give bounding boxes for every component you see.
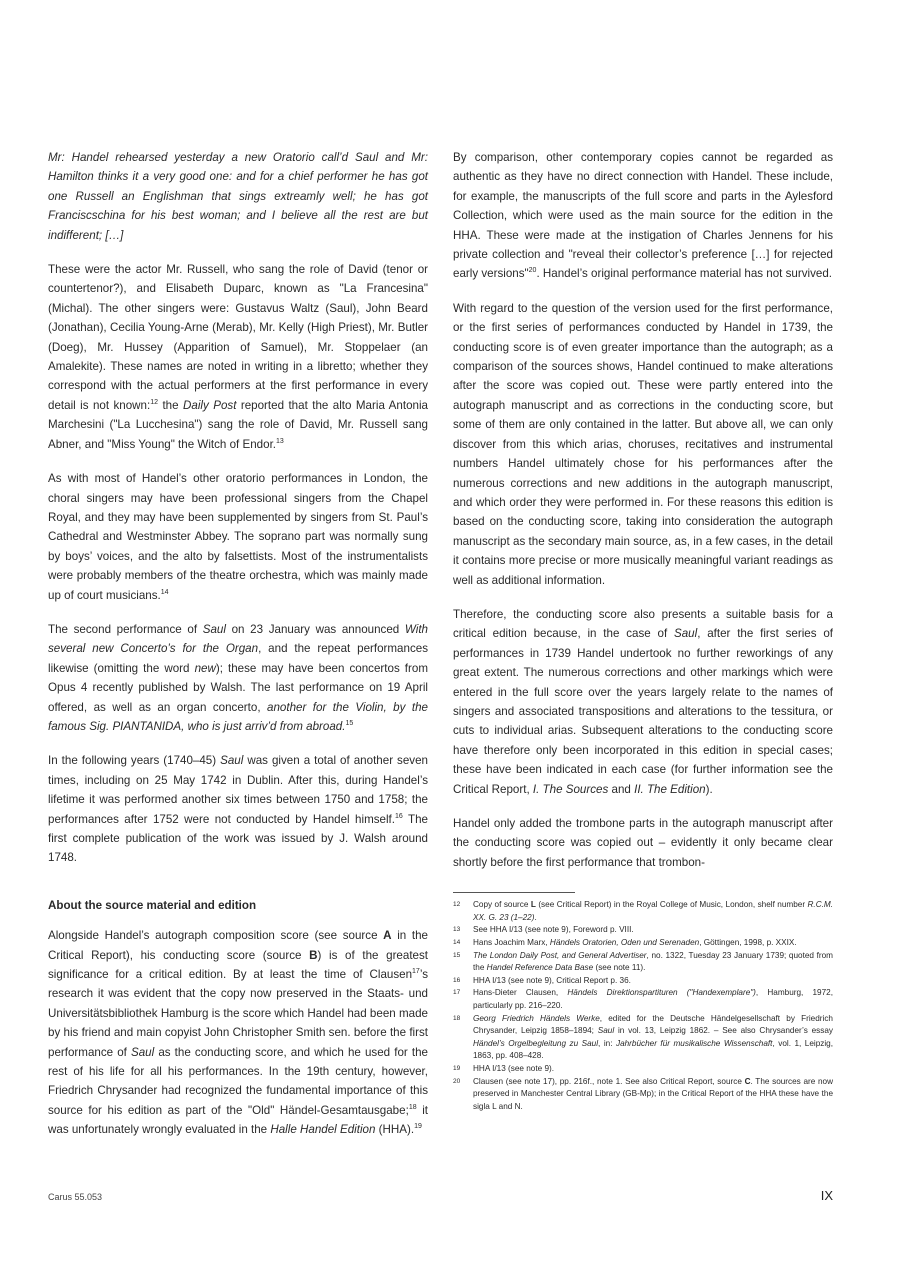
paragraph-following-years: In the following years (1740–45) Saul was given a total of another seven times, including on 25 May 1742 in Dublin. After this, during Handel’s lifetime it was performed another six times between 1750 and 1758; the performances after 1752 were not conducted by Handel himself.$^{16}$ The first complete publication of the work was issued by J. Walsh around 1748.	[48, 754, 428, 865]
paragraph-version: With regard to the question of the version used for the first performance, or the first series of performances conducted by Handel in 1739, the conducting score is of even greater importance than the autograph; as a comparison of the sources shows, Handel continued to make alterations after the score was copied out. These were partly entered into the autograph manuscript and as corrections in the conducting score, but some of them are only contained in the latter. But above all, we can only discover from this which arias, choruses, recitatives and instrumental numbers Handel ultimately chose for his performances after the numerous corrections and new additions in the autograph manuscript, and which order they were performed in. For these reasons this edition is based on the conducting score, taking into consideration the autograph manuscript as the secondary main source, as, in a few cases, in the detail it contains more precise or more musically meaningful variant readings as well as additional information.	[453, 301, 833, 587]
left-column	[48, 148, 428, 1155]
footnote: 15 The London Daily Post, and General Advertiser, no. 1322, Tuesday 23 January 1739; quoted from the Handel Reference Data Base (see note 11).	[453, 950, 833, 973]
footnote-ref[interactable]: 17	[412, 968, 420, 976]
letter-quote: Mr: Handel rehearsed yesterday a new Oratorio call’d Saul and Mr: Hamilton thinks it a very good one: and for a chief performer he has got one Russell an Englishman that sings extreamly well; he has got Franciscschina for his best woman; and I believe all the rest are but indifferent; […]	[48, 151, 428, 242]
footnote: 20 Clausen (see note 17), pp. 216f., note 1. See also Critical Report, source C. The sources are now preserved in Manchester Central Library (GB-Mp); in the Critical Report of the HHA these have the sigla L and N.	[453, 1076, 833, 1111]
footnote-divider	[453, 892, 575, 893]
catalog-number: Carus 55.053	[48, 1192, 103, 1202]
paragraph-comparison: By comparison, other contemporary copies cannot be regarded as authentic as they have no direct connection with Handel. These include, for example, the manuscripts of the full score and parts in the Aylesford Collection, which were used as the main source for the edition in the HHA. These were made at the instigation of Charles Jennens for his private collection and "reveal their collector’s preference […] for rejected early versions"$^{20}$. Handel’s original performance material has not survived.	[453, 151, 833, 281]
footnote: 16 HHA I/13 (see note 9), Critical Report p. 36.	[453, 975, 631, 985]
footnote: 18 Georg Friedrich Händels Werke, edited for the Deutsche Händelgesellschaft by Friedrich Chrysander, Leipzig 1858–1894; Saul in vol. 13, Leipzig 1862. – See also Chrysander’s essay Händel’s Orgelbegleitung zu Saul, in: Jahrbücher für musikalische Wissenschaft, vol. 1, Leipzig, 1863, pp. 408–428.	[453, 1013, 833, 1061]
paragraph-singers: These were the actor Mr. Russell, who sang the role of David (tenor or countertenor?), and Elisabeth Duparc, known as "La Francesina" (Michal). The other singers were: Gustavus Waltz (Saul), John Beard (Jonathan), Cecilia Young-Arne (Merab), Mr. Kelly (High Priest), Mr. Butler (Doeg), Mr. Hussey (Apparition of Samuel), Mr. Stoppelaer (an Amalekite). These names are noted in writing in a libretto; whether they correspond with the actual performers at the first performance in every detail is not known:$^{12}$ the Daily Post reported that the alto Maria Antonia Marchesini ("La Lucchesina") sang the role of David, Mr. Russell sang Abner, and "Miss Young" the Witch of Endor.$^{13}$	[48, 263, 428, 451]
paragraph-second-performance: The second performance of Saul on 23 January was announced With several new Concerto’s for the Organ, and the repeat performances likewise (omitting the word new); these may have been concertos from Opus 4 recently published by Walsh. The last performance on 19 April offered, as well as an organ concerto, another for the Violin, by the famous Sig. PIANTANIDA, who is just arriv’d from abroad.$^{15}$	[48, 622, 428, 733]
footnote: 13 See HHA I/13 (see note 9), Foreword p. VIII.	[453, 925, 634, 935]
paragraph-conducting-score: Therefore, the conducting score also presents a suitable basis for a critical edition because, in the case of Saul, after the first series of performances in 1739 Handel undertook no further reworkings of any great extent. The numerous corrections and other markings which were entered in the full score over the years largely relate to the names of singers and associated transpositions and alterations to the tessitura, or cuts to individual arias. Subsequent alterations to the conducting score have therefore only been incorporated in this edition in special cases; these have been indicated in each case (for further information see the Critical Report, I. The Sources and II. The Edition).	[453, 607, 833, 796]
paragraph-choral: As with most of Handel’s other oratorio performances in London, the choral singers may have been professional singers from the Chapel Royal, and they may have been supplemented by singers from St. Paul’s Cathedral and Westminster Abbey. The soprano part was normally sung by boys’ voices, and the alto by falsettists. Most of the instrumentalists were probably members of the theatre orchestra, which was mainly made up of court musicians.$^{14}$	[48, 472, 428, 602]
footnote-ref[interactable]: 19	[414, 1123, 422, 1131]
footnote-ref[interactable]: 16	[395, 812, 403, 820]
paragraph-sources: Alongside Handel’s autograph composition score (see source A in the Critical Report), his conducting score (source B) is of the greatest significance for a critical edition. By at least the time of Clausen$^{17}$’s research it was evident that the copy now preserved in the Staats- und Universitätsbibliothek Hamburg is the score which Handel had been made by his friend and main copyist John Christopher Smith sen. before the first performance of Saul as the conducting score, and which he used for the rest of his life for all his performances. In the 19th century, however, Friedrich Chrysander had recognized the fundamental importance of this source for his edition as part of the "Old" Händel-Gesamtausgabe;$^{18}$ it was unfortunately wrongly evaluated in the Halle Handel Edition (HHA).$^{19}$	[48, 929, 429, 1137]
footnote-ref[interactable]: 20	[528, 267, 537, 275]
paragraph-trombone: Handel only added the trombone parts in the autograph manuscript after the conducting score was copied out – evidently it only became clear shortly before the first performance that trombon-	[453, 817, 833, 869]
footnote-ref[interactable]: 13	[276, 437, 284, 445]
right-column	[453, 148, 833, 1113]
footnote-ref[interactable]: 15	[345, 720, 354, 728]
footnote: 12 Copy of source L (see Critical Report) in the Royal College of Music, London, shelf number R.C.M. XX. G. 23 (1–22).	[453, 900, 833, 922]
footnote: 17 Hans-Dieter Clausen, Händels Direktionspartituren ("Handexemplare"), Hamburg, 1972, particularly pp. 216–220.	[453, 988, 833, 1010]
footnotes	[453, 899, 833, 1113]
footnote-ref[interactable]: 12	[150, 399, 159, 407]
footnote: 19 HHA I/13 (see note 9).	[453, 1063, 555, 1073]
footnote-ref[interactable]: 18	[408, 1104, 417, 1112]
section-heading: About the source material and edition	[48, 898, 257, 912]
footnote: 14 Hans Joachim Marx, Händels Oratorien, Oden und Serenaden, Göttingen, 1998, p. XXIX.	[453, 938, 797, 947]
page-number: IX	[820, 1188, 833, 1203]
footnote-ref[interactable]: 14	[160, 588, 169, 596]
